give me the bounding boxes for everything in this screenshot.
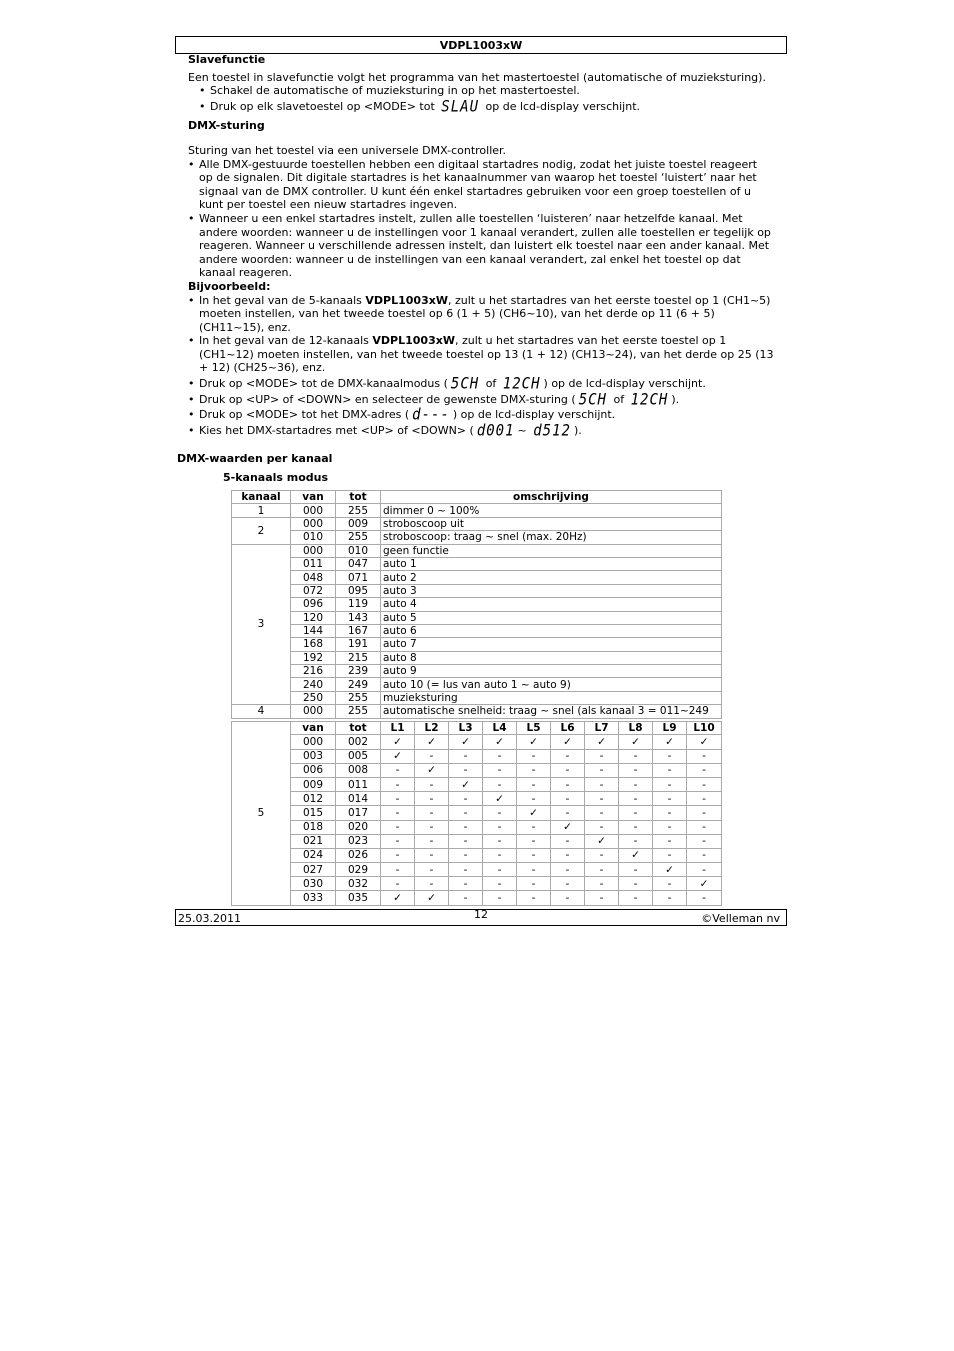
led-cell: ✓ (585, 735, 619, 749)
range-value: 003 (291, 749, 336, 763)
to-value: 239 (336, 665, 381, 678)
header-title: VDPL1003xW (439, 39, 523, 52)
led-cell: - (619, 891, 653, 905)
led-cell: - (517, 891, 551, 905)
from-value: 072 (291, 584, 336, 597)
lcd-12ch: 12CH (630, 390, 669, 409)
led-cell: - (653, 834, 687, 848)
led-cell: ✓ (653, 735, 687, 749)
column-header: omschrijving (381, 491, 722, 504)
led-cell: - (551, 806, 585, 820)
range-value: 017 (336, 806, 381, 820)
led-cell: ✓ (449, 735, 483, 749)
lcd-d001: d001 (476, 421, 515, 441)
column-header: L2 (415, 722, 449, 735)
range-value: 030 (291, 877, 336, 891)
led-cell: - (415, 877, 449, 891)
to-value: 255 (336, 705, 381, 718)
description: auto 7 (381, 638, 722, 651)
led-cell: - (687, 848, 722, 862)
led-cell: - (619, 749, 653, 763)
table-row (232, 651, 722, 664)
lcd-slav: SLAU (441, 97, 479, 116)
table-row (232, 504, 722, 517)
led-cell: - (517, 792, 551, 806)
led-cell: - (653, 848, 687, 862)
from-value: 240 (291, 678, 336, 691)
led-cell: - (619, 763, 653, 777)
dmx-bullet-1: • Alle DMX-gestuurde toestellen hebben een digitaal startadres nodig, zodat het juiste toestel reageert op de signalen. Dit digitale startadres is het kanaalnummer van waarop het toestel ‘luistert’ naar het signaal van de DMX controller. U kunt één enkel startadres gebruiken voor een groep toestellen of u kunt per toestel een nieuw startadres ingeven. (188, 158, 774, 212)
dmx-table-channel-5 (231, 721, 722, 906)
led-cell: - (381, 792, 415, 806)
led-cell: - (687, 834, 722, 848)
table-row (232, 792, 722, 806)
led-cell: - (415, 749, 449, 763)
footer-page-number: 12 (474, 908, 488, 921)
led-cell: - (449, 848, 483, 862)
column-header: L10 (687, 722, 722, 735)
description: stroboscoop: traag ~ snel (max. 20Hz) (381, 531, 722, 544)
led-cell: - (687, 777, 722, 791)
table-row (232, 517, 722, 530)
example-2: • In het geval van de 12-kanaals VDPL1003xW, zult u het startadres van het eerste toestel op 1 (CH1~12) moeten instellen, van het tweede toestel op 13 (1 + 12) (CH13~24), van het derde op 25 (13 + 12) (CH25~36), enz. (188, 334, 774, 375)
slave-step-1: • Schakel de automatische of muzieksturing in op het mastertoestel. (199, 84, 774, 98)
led-cell: - (687, 806, 722, 820)
led-cell: - (483, 863, 517, 877)
led-cell: - (483, 891, 517, 905)
from-value: 144 (291, 624, 336, 637)
description: auto 6 (381, 624, 722, 637)
footer-date: 25.03.2011 (178, 912, 241, 925)
channel-cell: 4 (232, 705, 291, 718)
lcd-d-dashes: d--- (412, 406, 450, 425)
dmx-intro: Sturing van het toestel via een universele DMX-controller. (188, 143, 507, 157)
led-cell: - (653, 763, 687, 777)
column-header: van (291, 722, 336, 735)
from-value: 000 (291, 705, 336, 718)
values-heading: DMX-waarden per kanaal (177, 452, 333, 465)
description: muzieksturing (381, 691, 722, 704)
led-cell: - (381, 834, 415, 848)
led-cell: - (619, 777, 653, 791)
values-subheading: 5-kanaals modus (223, 471, 329, 484)
led-cell: - (449, 763, 483, 777)
led-cell: - (585, 848, 619, 862)
led-cell: - (517, 749, 551, 763)
led-cell: - (483, 806, 517, 820)
page-footer (175, 909, 787, 926)
range-value: 015 (291, 806, 336, 820)
led-cell: - (619, 806, 653, 820)
table-row (232, 638, 722, 651)
led-cell: ✓ (381, 735, 415, 749)
column-header: kanaal (232, 491, 291, 504)
column-header: van (291, 491, 336, 504)
led-cell: - (415, 834, 449, 848)
table-row (232, 557, 722, 570)
led-cell: - (415, 820, 449, 834)
description: auto 9 (381, 665, 722, 678)
range-value: 000 (291, 735, 336, 749)
led-cell: - (449, 820, 483, 834)
led-cell: - (585, 891, 619, 905)
led-cell: ✓ (551, 735, 585, 749)
led-cell: - (585, 763, 619, 777)
from-value: 000 (291, 517, 336, 530)
led-cell: ✓ (517, 735, 551, 749)
from-value: 168 (291, 638, 336, 651)
led-cell: - (653, 820, 687, 834)
range-value: 033 (291, 891, 336, 905)
table-row (232, 691, 722, 704)
led-cell: ✓ (619, 848, 653, 862)
dmx-list (188, 158, 774, 280)
column-header: L1 (381, 722, 415, 735)
led-cell: - (449, 806, 483, 820)
range-value: 005 (336, 749, 381, 763)
description: auto 1 (381, 557, 722, 570)
led-cell: - (619, 863, 653, 877)
led-cell: - (415, 792, 449, 806)
to-value: 095 (336, 584, 381, 597)
page-header (175, 36, 787, 54)
range-value: 026 (336, 848, 381, 862)
led-cell: - (415, 863, 449, 877)
to-value: 255 (336, 531, 381, 544)
led-cell: ✓ (415, 891, 449, 905)
lcd-5ch: 5CH (578, 390, 607, 409)
led-cell: - (449, 877, 483, 891)
led-cell: - (653, 877, 687, 891)
led-cell: - (381, 777, 415, 791)
description: geen functie (381, 544, 722, 557)
led-cell: - (551, 749, 585, 763)
led-cell: - (449, 834, 483, 848)
led-cell: - (687, 891, 722, 905)
dmx-heading: DMX-sturing (188, 119, 265, 133)
from-value: 010 (291, 531, 336, 544)
led-cell: ✓ (415, 763, 449, 777)
example-list (188, 293, 774, 441)
led-cell: - (585, 749, 619, 763)
range-value: 027 (291, 863, 336, 877)
column-header: L4 (483, 722, 517, 735)
led-cell: - (551, 877, 585, 891)
table-header-row (232, 491, 722, 504)
range-value: 032 (336, 877, 381, 891)
led-cell: - (653, 891, 687, 905)
led-cell: - (551, 763, 585, 777)
led-cell: - (517, 777, 551, 791)
table-row (232, 877, 722, 891)
example-heading: Bijvoorbeeld: (188, 279, 271, 293)
to-value: 047 (336, 557, 381, 570)
led-cell: - (449, 792, 483, 806)
led-cell: - (551, 792, 585, 806)
led-cell: - (517, 763, 551, 777)
table-row (232, 531, 722, 544)
description: auto 8 (381, 651, 722, 664)
led-cell: - (551, 777, 585, 791)
from-value: 096 (291, 598, 336, 611)
description: auto 2 (381, 571, 722, 584)
led-cell: - (483, 877, 517, 891)
lcd-5ch: 5CH (450, 374, 480, 394)
led-cell: - (585, 806, 619, 820)
description: auto 5 (381, 611, 722, 624)
led-cell: - (517, 820, 551, 834)
led-cell: - (449, 863, 483, 877)
led-cell: - (653, 777, 687, 791)
table-row (232, 891, 722, 905)
led-cell: - (687, 863, 722, 877)
to-value: 249 (336, 678, 381, 691)
range-value: 009 (291, 777, 336, 791)
led-cell: - (449, 749, 483, 763)
led-cell: - (415, 777, 449, 791)
led-cell: - (483, 848, 517, 862)
led-cell: ✓ (449, 777, 483, 791)
to-value: 071 (336, 571, 381, 584)
to-value: 009 (336, 517, 381, 530)
step-dmx-address: • Druk op <MODE> tot het DMX-adres ( d--- ) op de lcd-display verschijnt. (188, 408, 774, 422)
to-value: 255 (336, 691, 381, 704)
to-value: 215 (336, 651, 381, 664)
description: automatische snelheid: traag ~ snel (als kanaal 3 = 011~249 (381, 705, 722, 718)
led-cell: - (619, 792, 653, 806)
led-cell: - (381, 763, 415, 777)
from-value: 011 (291, 557, 336, 570)
table-row (232, 611, 722, 624)
led-cell: - (687, 792, 722, 806)
led-cell: - (585, 777, 619, 791)
table-row (232, 598, 722, 611)
led-cell: - (585, 863, 619, 877)
range-value: 029 (336, 863, 381, 877)
table-row (232, 763, 722, 777)
table-row (232, 848, 722, 862)
range-value: 021 (291, 834, 336, 848)
led-cell: - (619, 834, 653, 848)
table-row (232, 777, 722, 791)
led-cell: ✓ (551, 820, 585, 834)
table-row (232, 749, 722, 763)
from-value: 048 (291, 571, 336, 584)
led-cell: ✓ (619, 735, 653, 749)
led-cell: - (585, 820, 619, 834)
range-value: 011 (336, 777, 381, 791)
range-value: 020 (336, 820, 381, 834)
column-header: L7 (585, 722, 619, 735)
column-header: tot (336, 491, 381, 504)
range-value: 008 (336, 763, 381, 777)
led-cell: ✓ (687, 877, 722, 891)
led-cell: ✓ (415, 735, 449, 749)
led-cell: - (687, 763, 722, 777)
column-header: L3 (449, 722, 483, 735)
led-cell: ✓ (653, 863, 687, 877)
led-cell: - (551, 848, 585, 862)
led-cell: - (415, 848, 449, 862)
dmx-bullet-2: • Wanneer u een enkel startadres instelt, zullen alle toestellen ‘luisteren’ naar hetzelfde kanaal. Met andere woorden: wanneer u de instellingen voor 1 kanaal verandert, zullen alle toestellen er tegelijk op reageren. Wanneer u verschillende adressen instelt, dan luistert elk toestel naar een ander kanaal. Met andere woorden: wanneer u de instellingen van een kanaal verandert, zal enkel het toestel op dat kanaal reageren. (188, 212, 774, 280)
led-cell: - (551, 834, 585, 848)
led-cell: - (381, 806, 415, 820)
table-row (232, 834, 722, 848)
led-cell: ✓ (687, 735, 722, 749)
from-value: 000 (291, 544, 336, 557)
step-start-address: • Kies het DMX-startadres met <UP> of <DOWN> ( d001 ~ d512 ). (188, 424, 774, 438)
led-cell: - (381, 877, 415, 891)
table-row (232, 863, 722, 877)
to-value: 167 (336, 624, 381, 637)
led-cell: - (687, 749, 722, 763)
led-cell: - (551, 891, 585, 905)
led-cell: - (483, 749, 517, 763)
step-select-control: • Druk op <UP> of <DOWN> en selecteer de gewenste DMX-sturing ( 5CH of 12CH ). (188, 393, 774, 407)
led-cell: - (619, 820, 653, 834)
table-row (232, 705, 722, 718)
table-row (232, 544, 722, 557)
from-value: 120 (291, 611, 336, 624)
led-cell: - (517, 848, 551, 862)
channel-cell: 1 (232, 504, 291, 517)
channel-cell: 3 (232, 544, 291, 705)
led-cell: ✓ (483, 792, 517, 806)
column-header: L8 (619, 722, 653, 735)
led-cell: - (653, 792, 687, 806)
table-row (232, 806, 722, 820)
table-row (232, 678, 722, 691)
table-row (232, 735, 722, 749)
led-cell: - (517, 877, 551, 891)
range-value: 014 (336, 792, 381, 806)
content (188, 53, 774, 441)
led-cell: - (415, 806, 449, 820)
led-cell: - (483, 777, 517, 791)
from-value: 216 (291, 665, 336, 678)
column-header: L9 (653, 722, 687, 735)
column-header: L6 (551, 722, 585, 735)
range-value: 012 (291, 792, 336, 806)
range-value: 002 (336, 735, 381, 749)
description: dimmer 0 ~ 100% (381, 504, 722, 517)
led-cell: - (619, 877, 653, 891)
example-1: • In het geval van de 5-kanaals VDPL1003xW, zult u het startadres van het eerste toestel op 1 (CH1~5) moeten instellen, van het tweede toestel op 6 (1 + 5) (CH6~10), van het derde op 11 (6 + 5) (CH11~15), enz. (188, 294, 774, 335)
to-value: 143 (336, 611, 381, 624)
step-channel-mode: • Druk op <MODE> tot de DMX-kanaalmodus ( 5CH of 12CH ) op de lcd-display verschijnt. (188, 377, 774, 391)
led-cell: - (381, 848, 415, 862)
led-cell: - (517, 863, 551, 877)
range-value: 023 (336, 834, 381, 848)
led-cell: - (381, 820, 415, 834)
table-row (232, 624, 722, 637)
led-cell: ✓ (585, 834, 619, 848)
led-cell: - (449, 891, 483, 905)
slave-heading: Slavefunctie (188, 53, 266, 66)
column-header: tot (336, 722, 381, 735)
table-row (232, 584, 722, 597)
led-cell: - (653, 806, 687, 820)
led-cell: - (483, 763, 517, 777)
to-value: 010 (336, 544, 381, 557)
footer-copyright: ©Velleman nv (701, 912, 780, 925)
led-cell: - (517, 834, 551, 848)
to-value: 191 (336, 638, 381, 651)
led-cell: ✓ (483, 735, 517, 749)
led-cell: - (483, 820, 517, 834)
led-cell: - (585, 877, 619, 891)
from-value: 250 (291, 691, 336, 704)
led-cell: ✓ (381, 749, 415, 763)
from-value: 192 (291, 651, 336, 664)
description: auto 10 (= lus van auto 1 ~ auto 9) (381, 678, 722, 691)
dmx-table-channels-1-4 (231, 490, 722, 719)
slave-step-2: • Druk op elk slavetoestel op <MODE> tot SLAU op de lcd-display verschijnt. (199, 100, 774, 114)
from-value: 000 (291, 504, 336, 517)
slave-intro: Een toestel in slavefunctie volgt het programma van het mastertoestel (automatische of muzieksturing). (188, 70, 766, 84)
column-header: L5 (517, 722, 551, 735)
table-row (232, 665, 722, 678)
to-value: 255 (336, 504, 381, 517)
description: auto 3 (381, 584, 722, 597)
channel-cell: 5 (232, 722, 291, 906)
range-value: 018 (291, 820, 336, 834)
table-row (232, 571, 722, 584)
description: auto 4 (381, 598, 722, 611)
lcd-d512: d512 (533, 421, 571, 441)
range-value: 006 (291, 763, 336, 777)
channel-cell: 2 (232, 517, 291, 544)
table-header-row (232, 722, 722, 735)
lcd-12ch: 12CH (502, 374, 541, 394)
led-cell: ✓ (381, 891, 415, 905)
range-value: 024 (291, 848, 336, 862)
led-cell: - (585, 792, 619, 806)
to-value: 119 (336, 598, 381, 611)
led-cell: - (653, 749, 687, 763)
table-row (232, 820, 722, 834)
description: stroboscoop uit (381, 517, 722, 530)
led-cell: ✓ (517, 806, 551, 820)
led-cell: - (551, 863, 585, 877)
range-value: 035 (336, 891, 381, 905)
led-cell: - (483, 834, 517, 848)
led-cell: - (381, 863, 415, 877)
slave-list (188, 84, 774, 116)
led-cell: - (687, 820, 722, 834)
